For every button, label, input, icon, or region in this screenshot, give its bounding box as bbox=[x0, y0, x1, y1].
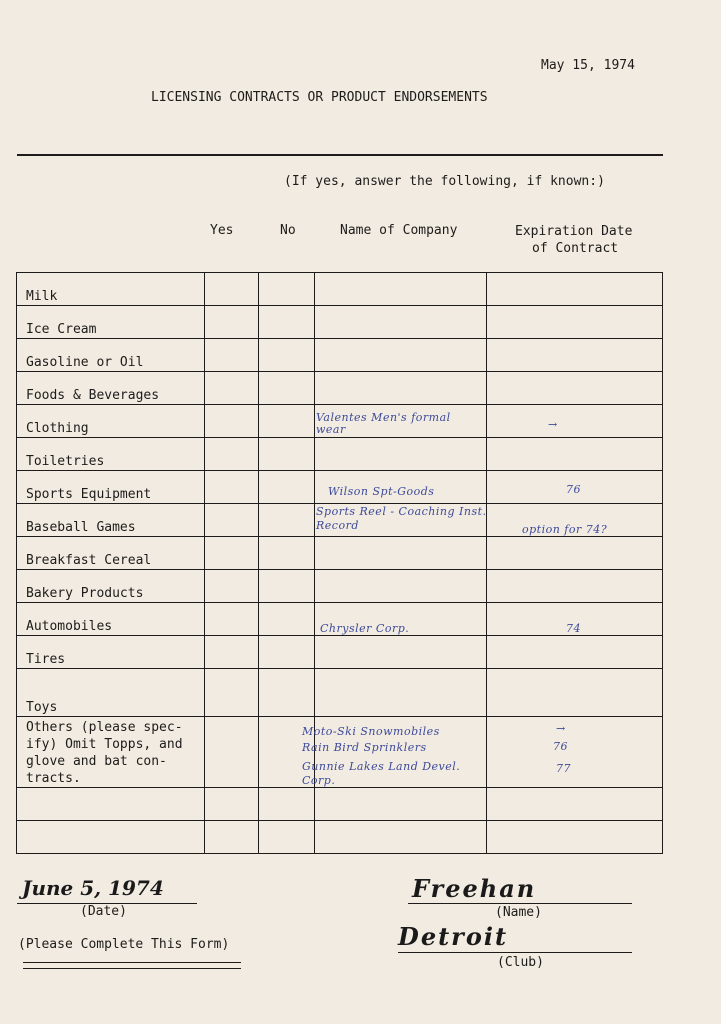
yes-cell[interactable] bbox=[205, 504, 259, 537]
handwritten-others-expiration-1: → bbox=[556, 722, 566, 735]
column-header-no: No bbox=[280, 223, 296, 238]
yes-cell[interactable] bbox=[205, 537, 259, 570]
handwritten-auto-expiration: 74 bbox=[566, 622, 581, 635]
yes-cell[interactable] bbox=[205, 636, 259, 669]
column-header-expiration: Expiration Date bbox=[515, 224, 633, 239]
column-header-company: Name of Company bbox=[340, 223, 458, 238]
no-cell[interactable] bbox=[259, 603, 315, 636]
yes-cell[interactable] bbox=[205, 669, 259, 717]
category-label: Tires bbox=[17, 636, 205, 669]
table-row bbox=[17, 821, 663, 854]
no-cell[interactable] bbox=[259, 306, 315, 339]
table-row bbox=[17, 273, 663, 306]
blank-cell bbox=[17, 821, 205, 854]
category-label: Baseball Games bbox=[17, 504, 205, 537]
signed-name: Freehan bbox=[412, 874, 537, 903]
no-cell[interactable] bbox=[259, 636, 315, 669]
company-cell[interactable] bbox=[315, 438, 487, 471]
yes-cell[interactable] bbox=[205, 570, 259, 603]
yes-cell[interactable] bbox=[205, 339, 259, 372]
club-rule bbox=[398, 952, 632, 953]
name-rule bbox=[408, 903, 632, 904]
company-cell[interactable] bbox=[315, 339, 487, 372]
expiration-cell[interactable] bbox=[487, 570, 663, 603]
handwritten-sports-company: Wilson Spt-Goods bbox=[328, 485, 435, 498]
company-cell[interactable] bbox=[315, 788, 487, 821]
no-cell[interactable] bbox=[259, 537, 315, 570]
expiration-cell[interactable] bbox=[487, 717, 663, 788]
no-cell[interactable] bbox=[259, 788, 315, 821]
name-label: (Name) bbox=[495, 905, 542, 920]
category-label: Automobiles bbox=[17, 603, 205, 636]
no-cell[interactable] bbox=[259, 821, 315, 854]
note-rule-2 bbox=[23, 968, 241, 969]
company-cell[interactable] bbox=[315, 669, 487, 717]
table-row bbox=[17, 438, 663, 471]
handwritten-others-expiration-3: 77 bbox=[556, 762, 571, 775]
category-label: Sports Equipment bbox=[17, 471, 205, 504]
table-row bbox=[17, 669, 663, 717]
company-cell[interactable] bbox=[315, 372, 487, 405]
handwritten-others-company-2: Rain Bird Sprinklers bbox=[302, 741, 427, 754]
signed-club: Detroit bbox=[398, 922, 509, 951]
table-row bbox=[17, 306, 663, 339]
handwritten-sports-expiration: 76 bbox=[566, 483, 581, 496]
category-label: Bakery Products bbox=[17, 570, 205, 603]
table-row bbox=[17, 636, 663, 669]
no-cell[interactable] bbox=[259, 273, 315, 306]
yes-cell[interactable] bbox=[205, 438, 259, 471]
table-row bbox=[17, 339, 663, 372]
category-label: Toiletries bbox=[17, 438, 205, 471]
expiration-cell[interactable] bbox=[487, 788, 663, 821]
expiration-cell[interactable] bbox=[487, 273, 663, 306]
category-label: Foods & Beverages bbox=[17, 372, 205, 405]
company-cell[interactable] bbox=[315, 306, 487, 339]
no-cell[interactable] bbox=[259, 339, 315, 372]
handwritten-baseball-expiration: option for 74? bbox=[522, 523, 608, 536]
category-label: Clothing bbox=[17, 405, 205, 438]
club-label: (Club) bbox=[497, 955, 544, 970]
handwritten-others-company-3: Gunnie Lakes Land Devel. Corp. bbox=[302, 760, 461, 787]
column-header-expiration-2: of Contract bbox=[532, 241, 619, 256]
expiration-cell[interactable] bbox=[487, 306, 663, 339]
column-header-yes: Yes bbox=[210, 223, 234, 238]
handwritten-others-company-1: Moto-Ski Snowmobiles bbox=[302, 725, 440, 738]
table-row bbox=[17, 537, 663, 570]
no-cell[interactable] bbox=[259, 405, 315, 438]
category-label: Ice Cream bbox=[17, 306, 205, 339]
expiration-cell[interactable] bbox=[487, 537, 663, 570]
expiration-cell[interactable] bbox=[487, 821, 663, 854]
no-cell[interactable] bbox=[259, 669, 315, 717]
table-row bbox=[17, 570, 663, 603]
no-cell[interactable] bbox=[259, 372, 315, 405]
yes-cell[interactable] bbox=[205, 372, 259, 405]
yes-cell[interactable] bbox=[205, 821, 259, 854]
table-row bbox=[17, 372, 663, 405]
company-cell[interactable] bbox=[315, 273, 487, 306]
company-cell[interactable] bbox=[315, 821, 487, 854]
no-cell[interactable] bbox=[259, 471, 315, 504]
company-cell[interactable] bbox=[315, 636, 487, 669]
yes-cell[interactable] bbox=[205, 603, 259, 636]
expiration-cell[interactable] bbox=[487, 405, 663, 438]
yes-cell[interactable] bbox=[205, 471, 259, 504]
company-cell[interactable] bbox=[315, 537, 487, 570]
form-title: LICENSING CONTRACTS OR PRODUCT ENDORSEMENTS bbox=[151, 90, 488, 105]
instruction-text: (If yes, answer the following, if known:) bbox=[284, 174, 605, 189]
date-label: (Date) bbox=[80, 904, 127, 919]
signed-date: June 5, 1974 bbox=[22, 876, 164, 900]
note-rule-1 bbox=[23, 962, 241, 963]
handwritten-clothing-expiration: → bbox=[548, 418, 558, 431]
expiration-cell[interactable] bbox=[487, 438, 663, 471]
no-cell[interactable] bbox=[259, 570, 315, 603]
title-rule bbox=[17, 154, 663, 156]
no-cell[interactable] bbox=[259, 438, 315, 471]
no-cell[interactable] bbox=[259, 504, 315, 537]
table-row bbox=[17, 788, 663, 821]
expiration-cell[interactable] bbox=[487, 372, 663, 405]
handwritten-auto-company: Chrysler Corp. bbox=[320, 622, 410, 635]
handwritten-baseball-company: Sports Reel - Coaching Inst. Record bbox=[316, 505, 487, 532]
company-cell[interactable] bbox=[315, 570, 487, 603]
form-date: May 15, 1974 bbox=[541, 58, 635, 73]
yes-cell[interactable] bbox=[205, 717, 259, 788]
category-label: Milk bbox=[17, 273, 205, 306]
expiration-cell[interactable] bbox=[487, 339, 663, 372]
yes-cell[interactable] bbox=[205, 405, 259, 438]
category-label: Others (please spec-ify) Omit Topps, and glove and bat con-tracts. bbox=[17, 717, 205, 788]
category-label: Toys bbox=[17, 669, 205, 717]
handwritten-clothing-company: Valentes Men's formal wear bbox=[316, 411, 451, 436]
blank-cell bbox=[17, 788, 205, 821]
category-label: Gasoline or Oil bbox=[17, 339, 205, 372]
yes-cell[interactable] bbox=[205, 788, 259, 821]
handwritten-others-expiration-2: 76 bbox=[553, 740, 568, 753]
category-label: Breakfast Cereal bbox=[17, 537, 205, 570]
yes-cell[interactable] bbox=[205, 273, 259, 306]
expiration-cell[interactable] bbox=[487, 669, 663, 717]
please-complete-note: (Please Complete This Form) bbox=[18, 937, 230, 952]
expiration-cell[interactable] bbox=[487, 636, 663, 669]
yes-cell[interactable] bbox=[205, 306, 259, 339]
